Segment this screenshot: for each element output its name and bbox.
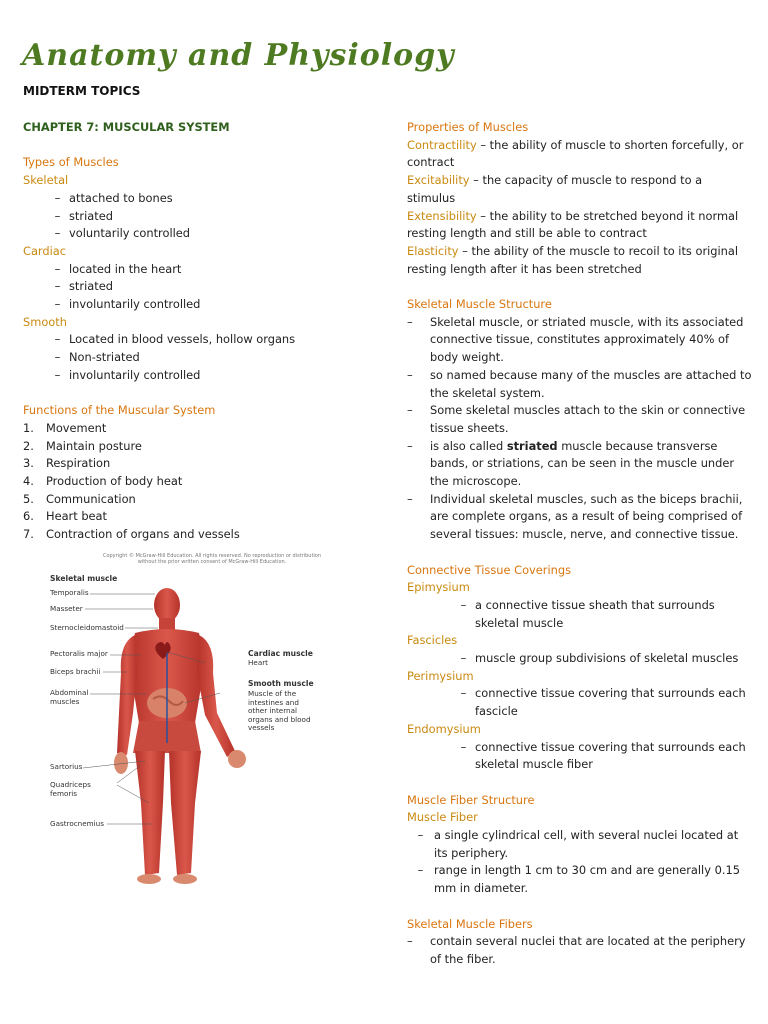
list-item: – involuntarily controlled (54, 367, 201, 382)
covering-term: Perimysium (407, 668, 474, 683)
figure-copyright: Copyright © McGraw-Hill Education. All rights reserved. No reproduction or distribution without the prior written consent of McGraw-Hill Education. (102, 553, 322, 565)
structure-heading: Skeletal Muscle Structure (407, 297, 552, 312)
label-sartorius: Sartorius (50, 762, 83, 771)
label-smooth-muscle: Smooth muscle (248, 679, 314, 688)
property-item: Contractility – the ability of muscle to shorten forcefully, or contract (407, 137, 744, 170)
smooth-label: Smooth (23, 314, 67, 329)
coverings-heading: Connective Tissue Coverings (407, 562, 572, 577)
label-smooth-desc: Muscle of the intestines and other internal organs and blood vessels (248, 689, 311, 732)
list-item: – Located in blood vessels, hollow organs (54, 332, 296, 347)
list-item: – attached to bones (54, 190, 173, 205)
label-sternocleidomastoid: Sternocleidomastoid (50, 623, 124, 632)
label-masseter: Masseter (50, 604, 83, 613)
list-item: – connective tissue covering that surrounds each fascicle (460, 686, 746, 719)
property-item: Extensibility – the ability to be stretched beyond it normal resting length and still be able to contract (407, 208, 739, 241)
properties-heading: Properties of Muscles (407, 120, 529, 134)
property-item: Elasticity – the ability of the muscle to recoil to its original resting length after it has been stretched (407, 243, 739, 276)
list-item: – range in length 1 cm to 30 cm and are generally 0.15 mm in diameter. (417, 863, 740, 896)
list-item: 7. Contraction of organs and vessels (23, 527, 240, 542)
fiber-subheading: Muscle Fiber (407, 810, 478, 825)
list-item: – striated (54, 208, 113, 223)
chapter-heading: CHAPTER 7: MUSCULAR SYSTEM (23, 120, 230, 134)
muscle-figure (45, 553, 325, 898)
label-skeletal-muscle: Skeletal muscle (50, 574, 118, 583)
list-item: – Some skeletal muscles attach to the skin or connective tissue sheets. (407, 403, 746, 435)
list-item: 4. Production of body heat (23, 474, 183, 489)
covering-term: Epimysium (407, 580, 470, 595)
functions-heading: Functions of the Muscular System (23, 403, 216, 418)
list-item: – involuntarily controlled (54, 297, 201, 312)
list-item: – located in the heart (54, 261, 182, 276)
list-item: 5. Communication (23, 491, 136, 506)
label-abdominal: Abdominal (50, 688, 89, 697)
label-abdominal-muscles: muscles (50, 697, 80, 706)
list-item: – voluntarily controlled (54, 226, 191, 241)
fibers-heading: Skeletal Muscle Fibers (407, 916, 533, 931)
page-title: Anatomy and Physiology (22, 38, 455, 73)
skeletal-label: Skeletal (23, 173, 69, 188)
label-biceps: Biceps brachii (50, 667, 101, 676)
fiber-heading: Muscle Fiber Structure (407, 792, 535, 807)
list-item: – muscle group subdivisions of skeletal muscles (460, 651, 739, 666)
list-item: – is also called striated muscle because transverse bands, or striations, can be seen in the muscle under the microscope. (407, 438, 735, 489)
left-column (23, 119, 373, 544)
list-item: – Skeletal muscle, or striated muscle, with its associated connective tissue, constitutes approximately 40% of body weight. (407, 314, 744, 365)
list-item: 1. Movement (23, 420, 107, 435)
list-item: – Individual skeletal muscles, such as the biceps brachii, are complete organs, as a result of being comprised of several tissues: muscle, nerve, and connective tissue. (407, 491, 743, 542)
list-item: – Non-striated (54, 350, 140, 365)
label-temporalis: Temporalis (50, 588, 89, 597)
list-item: 6. Heart beat (23, 509, 108, 524)
property-item: Excitability – the capacity of muscle to respond to a stimulus (407, 173, 703, 205)
label-gastrocnemius: Gastrocnemius (50, 819, 104, 828)
right-column (407, 119, 752, 969)
label-pectoralis: Pectoralis major (50, 649, 108, 658)
label-femoris: femoris (50, 789, 78, 798)
list-item: – so named because many of the muscles are attached to the skeletal system. (407, 367, 752, 400)
list-item: – connective tissue covering that surrounds each skeletal muscle fiber (460, 739, 746, 772)
covering-term: Fascicles (407, 633, 458, 648)
list-item: 2. Maintain posture (23, 438, 142, 453)
list-item: – contain several nuclei that are located at the periphery of the fiber. (407, 934, 746, 966)
list-item: 3. Respiration (23, 456, 111, 471)
label-quadriceps: Quadriceps (50, 780, 91, 789)
list-item: – a single cylindrical cell, with several nuclei located at its periphery. (417, 828, 739, 860)
page-subtitle: MIDTERM TOPICS (23, 84, 141, 98)
label-cardiac-muscle: Cardiac muscle (248, 649, 313, 658)
list-item: – striated (54, 279, 113, 294)
cardiac-label: Cardiac (23, 243, 67, 258)
types-heading: Types of Muscles (23, 155, 119, 170)
covering-term: Endomysium (407, 721, 481, 736)
list-item: – a connective tissue sheath that surrounds skeletal muscle (460, 597, 715, 630)
label-heart: Heart (248, 658, 269, 667)
